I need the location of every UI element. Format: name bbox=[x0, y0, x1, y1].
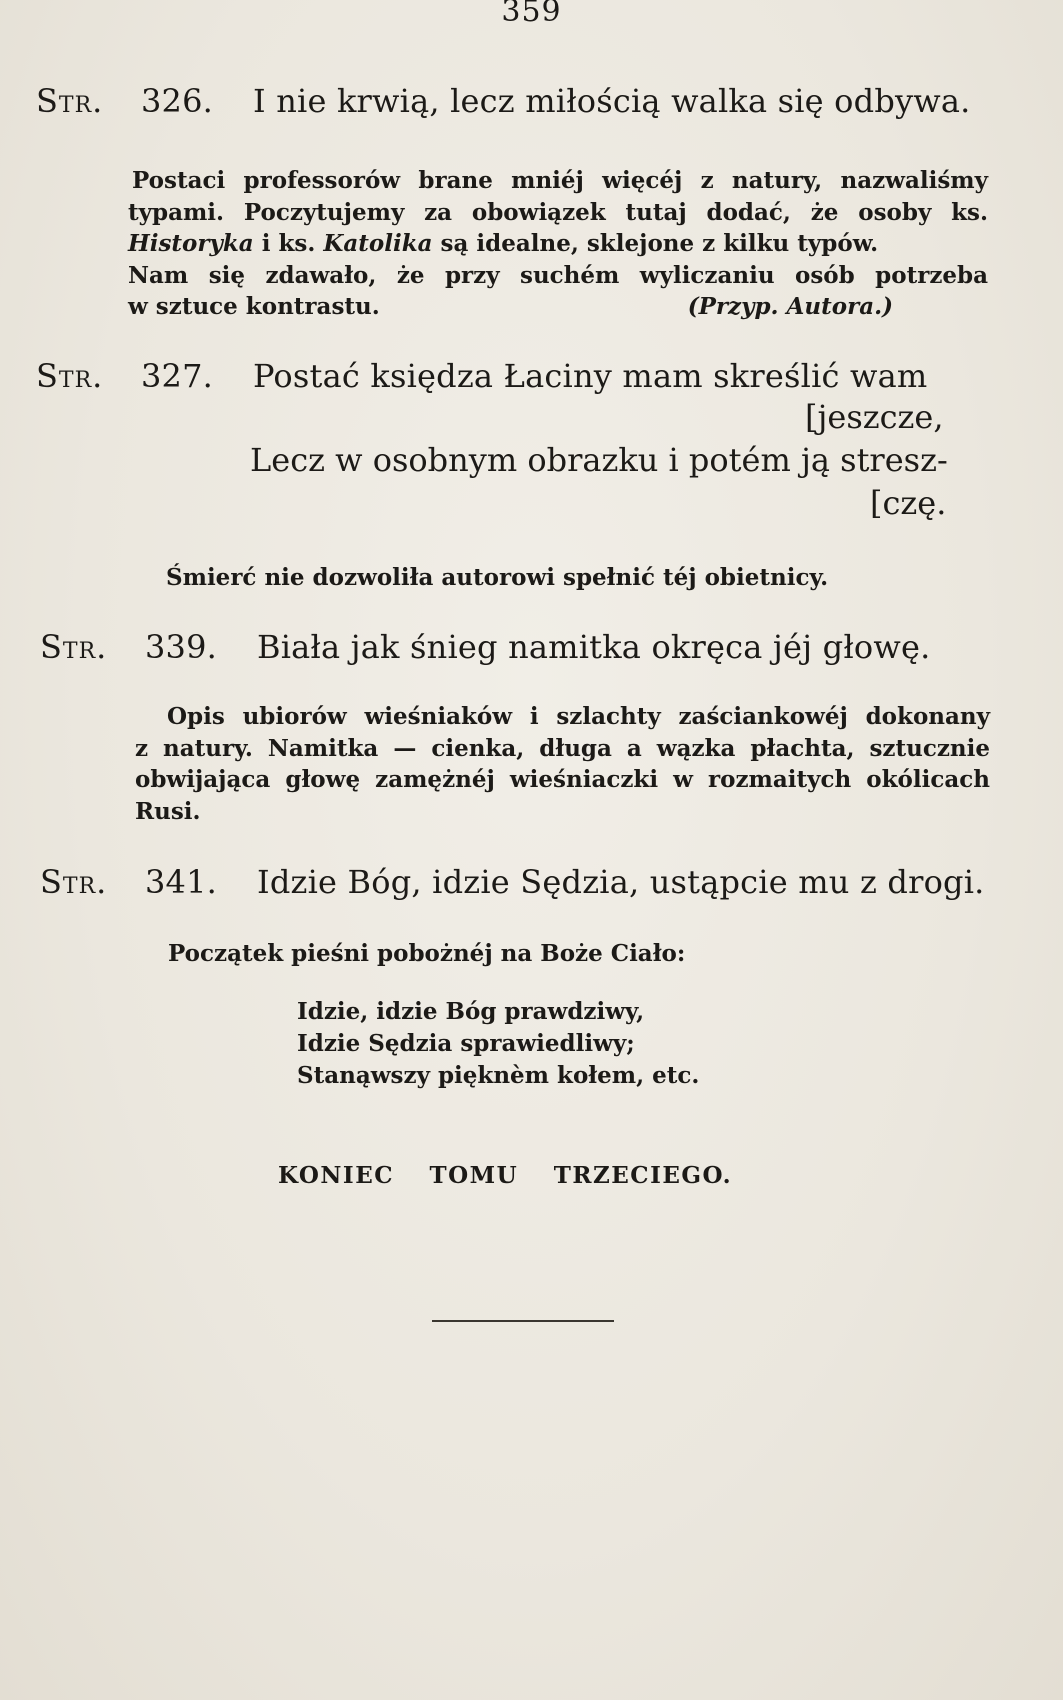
end-of-volume-text: KONIEC TOMU TRZECIEGO. bbox=[278, 1162, 733, 1189]
hymn-quote bbox=[297, 996, 699, 1092]
note-line: Opis ubiorów wieśniaków i szlachty zaściankowéj dokonany bbox=[167, 703, 990, 730]
note-line: Początek pieśni pobożnéj na Boże Ciało: bbox=[168, 940, 686, 967]
quote-line: Stanąwszy pięknèm kołem, etc. bbox=[297, 1062, 700, 1089]
entry-339-note bbox=[135, 701, 990, 827]
entry-341-heading bbox=[40, 863, 1040, 901]
verse-continuation: [jeszcze, bbox=[805, 398, 944, 436]
entry-verse-line-2: Lecz w osobnym obrazku i potém ją stresz- bbox=[250, 441, 948, 479]
entry-page-number: 326. bbox=[141, 82, 214, 120]
quote-line: Idzie Sędzia sprawiedliwy; bbox=[297, 1030, 635, 1057]
entry-326-heading bbox=[36, 82, 1036, 120]
note-line: Nam się zdawało, że przy suchém wyliczaniu osób potrzeba bbox=[128, 261, 988, 289]
entry-326-note bbox=[128, 165, 988, 323]
entry-page-number: 327. bbox=[141, 357, 214, 395]
entry-341-note bbox=[168, 938, 1026, 970]
quote-line: Idzie, idzie Bóg prawdziwy, bbox=[297, 998, 645, 1025]
entry-ref: Str. bbox=[36, 357, 104, 395]
verse-continuation: [czę. bbox=[870, 484, 947, 522]
entry-ref: Str. bbox=[36, 82, 104, 120]
entry-339-heading bbox=[40, 628, 1040, 666]
note-line: typami. Poczytujemy za obowiązek tutaj dodać, że osoby ks. bbox=[128, 198, 988, 226]
note-line bbox=[128, 291, 988, 323]
note-fragment: w sztuce kontrastu. bbox=[128, 293, 380, 320]
note-line: obwijająca głowę zamężnéj wieśniaczki w rozmaitych okólicach bbox=[135, 766, 990, 793]
note-line: Śmierć nie dozwoliła autorowi spełnić téj obietnicy. bbox=[166, 564, 829, 591]
closing-rule bbox=[432, 1320, 614, 1322]
entry-ref: Str. bbox=[40, 628, 108, 666]
note-line-mixed bbox=[128, 228, 988, 260]
page-number: 359 bbox=[501, 0, 562, 29]
note-fragment: są idealne, sklejone z kilku typów. bbox=[432, 230, 879, 257]
entry-verse: Biała jak śnieg namitka okręca jéj głowę. bbox=[257, 628, 931, 666]
entry-verse: Idzie Bóg, idzie Sędzia, ustąpcie mu z drogi. bbox=[257, 863, 985, 901]
entry-page-number: 341. bbox=[145, 863, 218, 901]
note-line: Postaci professorów brane mniéj więcéj z natury, nazwaliśmy bbox=[132, 167, 988, 194]
author-note-attribution: (Przyp. Autora.) bbox=[687, 293, 893, 320]
entry-page-number: 339. bbox=[145, 628, 218, 666]
italic-name: Historyka bbox=[128, 230, 254, 257]
note-fragment: i ks. bbox=[253, 230, 324, 257]
entry-327-note bbox=[166, 562, 1024, 594]
entry-verse: Postać księdza Łaciny mam skreślić wam bbox=[253, 357, 928, 395]
note-line: Rusi. bbox=[135, 797, 201, 825]
entry-verse: I nie krwią, lecz miłością walka się odbywa. bbox=[253, 82, 971, 120]
entry-ref: Str. bbox=[40, 863, 108, 901]
note-line: z natury. Namitka — cienka, długa a wązka płachta, sztucznie bbox=[135, 734, 990, 762]
entry-327-heading bbox=[36, 357, 1036, 395]
italic-name: Katolika bbox=[323, 230, 433, 257]
